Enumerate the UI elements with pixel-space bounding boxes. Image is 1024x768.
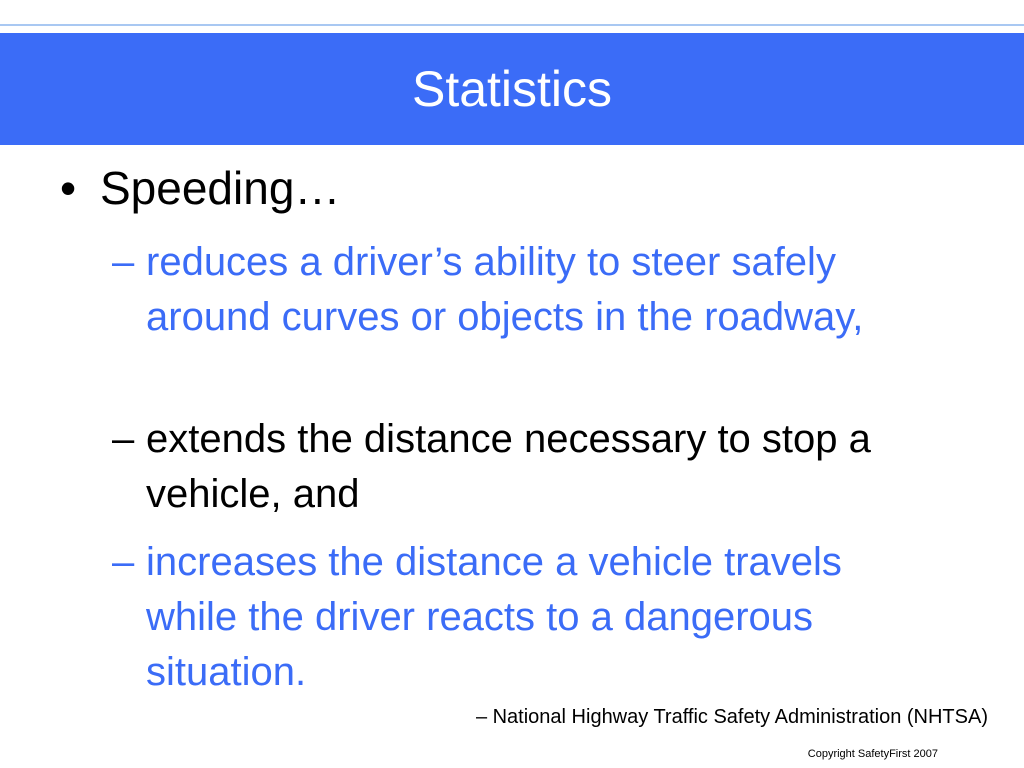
bullet-dot: •	[60, 162, 77, 214]
top-divider-line	[0, 24, 1024, 26]
sub-item-text: extends the distance necessary to stop a vehicle, and	[146, 417, 871, 516]
sub-item-text: increases the distance a vehicle travels while the driver reacts to a dangerous situation.	[146, 540, 842, 694]
sub-item-dash: –	[112, 240, 135, 284]
sub-item-steer	[112, 235, 932, 345]
source-citation: – National Highway Traffic Safety Administration (NHTSA)	[475, 706, 988, 728]
main-bullet-text: Speeding…	[100, 162, 341, 214]
sub-item-dash: –	[112, 417, 135, 461]
sub-item-text: reduces a driver’s ability to steer safely around curves or objects in the roadway,	[146, 240, 864, 339]
sub-item-dash: –	[112, 540, 135, 584]
sub-item-stop-distance	[112, 412, 932, 522]
copyright-notice: Copyright SafetyFirst 2007	[807, 748, 938, 760]
main-bullet	[60, 160, 340, 216]
sub-item-reaction-distance	[112, 535, 932, 700]
slide-title: Statistics	[411, 61, 613, 117]
